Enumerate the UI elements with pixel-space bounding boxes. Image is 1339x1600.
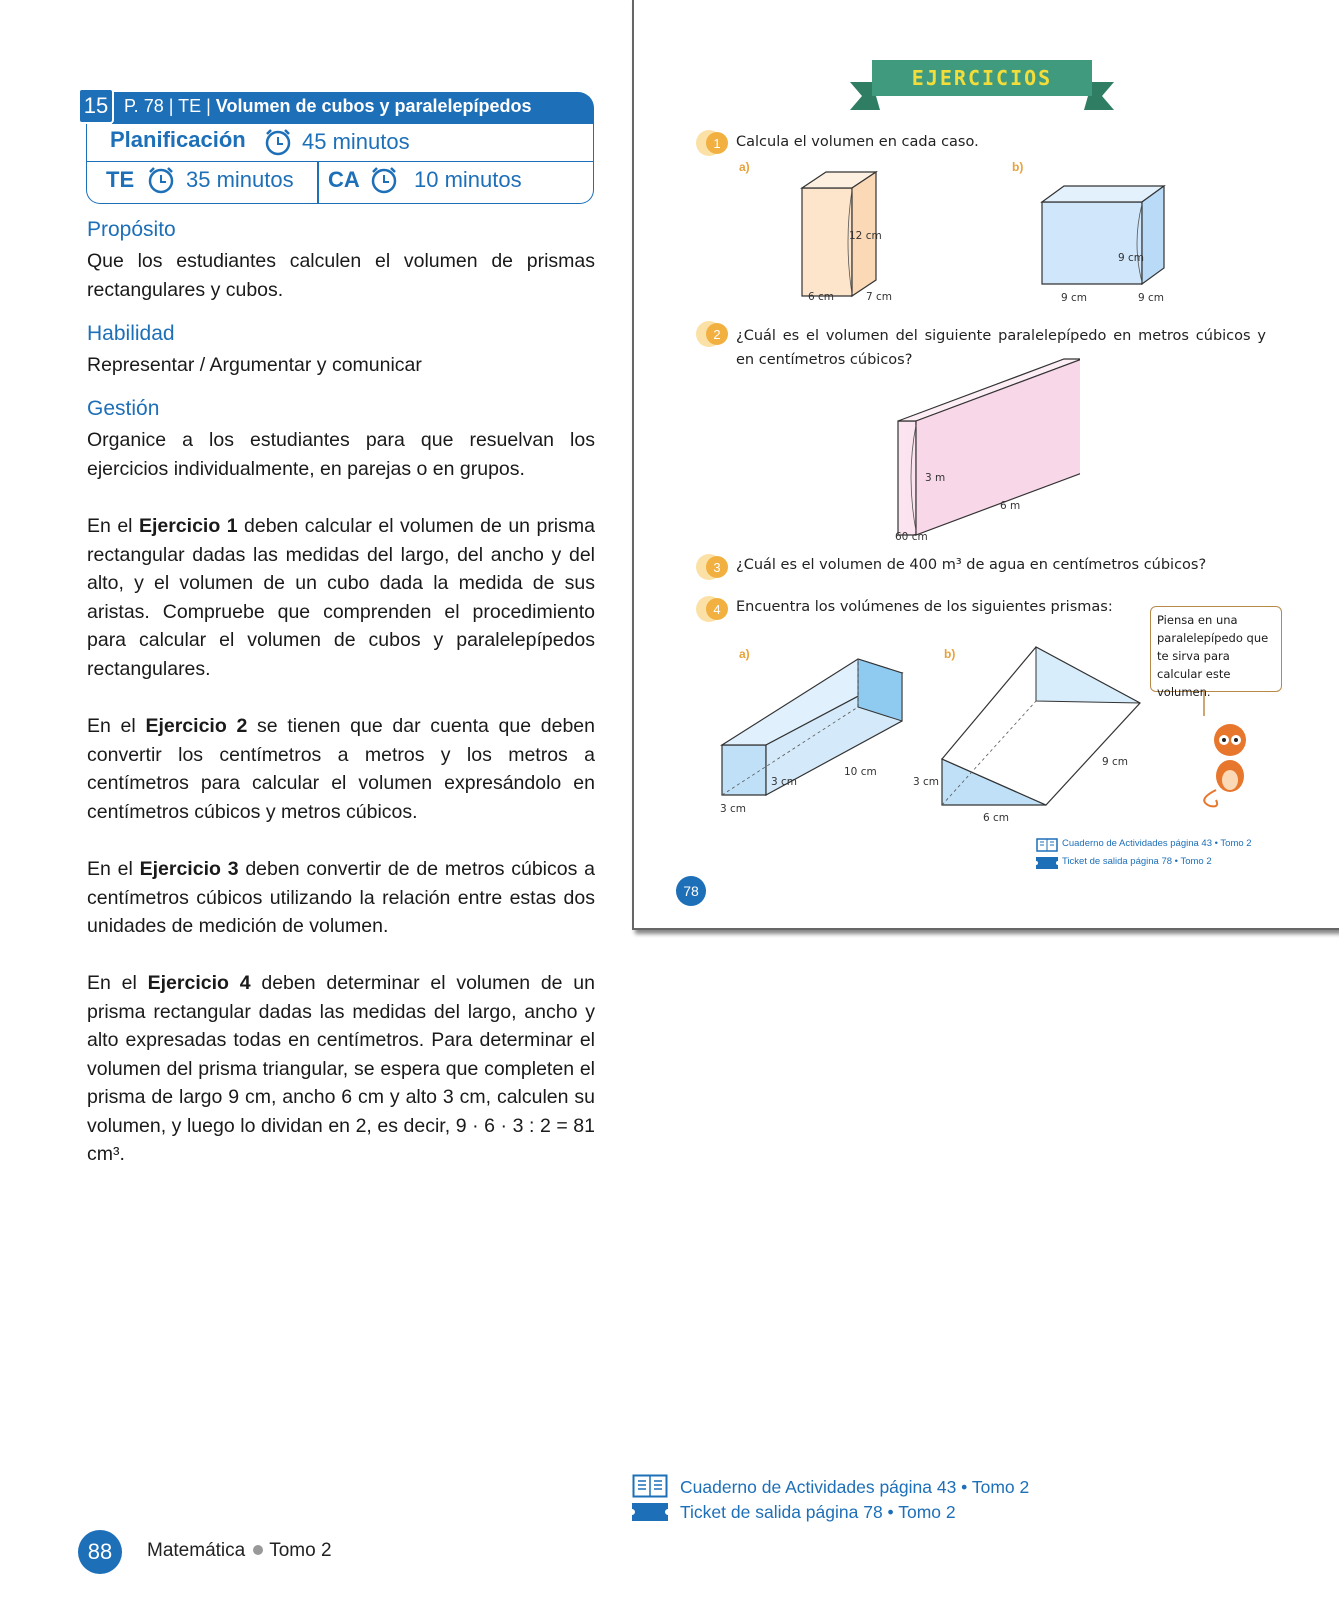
sublabel-b: b) — [1012, 160, 1024, 174]
scan-page-number: 78 — [676, 876, 706, 906]
activity-book-ref: Cuaderno de Actividades página 43 • Tomo 2 — [680, 1477, 1030, 1497]
tomo-label: Tomo 2 — [269, 1540, 332, 1561]
planificacion-label: Planificación — [110, 127, 246, 152]
dimension-label: 7 cm — [866, 291, 893, 303]
text-span: deben convertir de de metros cúbicos a centímetros cúbicos utilizando la relación entre estas dos unidades de medición de volumen. — [87, 858, 595, 937]
exercise-text: ¿Cuál es el volumen de 400 m³ de agua en centímetros cúbicos? — [736, 557, 1207, 573]
dimension-label: 9 cm — [1138, 292, 1165, 304]
dimension-label: 9 cm — [1102, 756, 1129, 768]
sublabel-a: a) — [739, 647, 750, 661]
text-span: En el — [87, 715, 146, 737]
exit-ticket-ref: Ticket de salida página 78 • Tomo 2 — [680, 1502, 956, 1522]
habilidad-heading: Habilidad — [87, 322, 175, 345]
sublabel-b: b) — [944, 647, 956, 661]
gestion-paragraph-2 — [87, 512, 595, 683]
cube-b-figure — [1036, 180, 1186, 300]
exercise-ref: Ejercicio 3 — [139, 858, 239, 880]
exercise-text: Calcula el volumen en cada caso. — [736, 134, 979, 150]
gestion-paragraph-4 — [87, 855, 595, 941]
page-ref: P. 78 — [124, 96, 164, 116]
text-span: deben calcular el volumen de un prisma rectangular dadas las medidas del largo, del ancho y del alto, y el volumen de un cubo dada la medida de sus aristas. Compruebe que comprenden el procedimiento para calcular el volumen de cubos y paralelepípedos rectangulares. — [87, 515, 595, 680]
dimension-label: 6 cm — [983, 812, 1010, 824]
text-span: En el — [87, 515, 139, 537]
dimension-label: 60 cm — [895, 531, 928, 543]
habilidad-text: Representar / Argumentar y comunicar — [87, 354, 422, 376]
monkey-mascot-icon — [1190, 690, 1270, 815]
exercise-number: 1 — [706, 132, 728, 154]
planificacion-value: 45 minutos — [302, 129, 410, 154]
speech-bubble: Piensa en una paralelepípedo que te sirva para calcular este volumen. — [1150, 606, 1282, 692]
ticket-icon — [632, 1503, 668, 1521]
book-icon — [632, 1474, 668, 1498]
footer-title — [147, 1540, 332, 1562]
gestion-heading: Gestión — [87, 397, 160, 420]
exercise-ref: Ejercicio 4 — [147, 972, 251, 994]
dimension-label: 3 cm — [720, 803, 747, 815]
activity-book-ref: Cuaderno de Actividades página 43 • Tomo 2 — [1062, 838, 1252, 849]
clock-icon — [262, 126, 294, 158]
lesson-number: 15 — [78, 88, 114, 124]
page-number: 88 — [78, 1530, 122, 1574]
ticket-icon — [1036, 857, 1058, 869]
exercise-ref: Ejercicio 1 — [138, 515, 238, 537]
clock-icon — [368, 164, 400, 196]
te-ref: TE — [178, 96, 202, 116]
text-span: se tienen que dar cuenta que deben convertir los centímetros a metros y los metros a centímetros para calcular el volumen expresándolo en centímetros cúbicos y metros cúbicos. — [87, 715, 595, 823]
paralelepiped-figure — [890, 355, 1080, 545]
triangular-prism-figure — [938, 645, 1148, 815]
lesson-title: Volumen de cubos y paralelepípedos — [215, 96, 532, 116]
separator-dot — [253, 1545, 263, 1555]
book-icon — [1036, 838, 1058, 852]
dimension-label: 3 cm — [771, 776, 798, 788]
formula: 9 · 6 · 3 : 2 = 81 cm³. — [87, 1114, 595, 1165]
dimension-label: 6 cm — [808, 291, 835, 303]
text-span: deben determinar el volumen de un prisma rectangular dadas las medidas del largo, ancho y alto expresadas todas en centímetros. Para determinar el volumen del prisma triangular, se espera que completen el prisma de largo 9 cm, ancho 6 cm y alto 3 cm, calculen su volumen, y luego lo dividan en 2, es decir, — [87, 972, 596, 1137]
planning-divider — [317, 162, 319, 204]
gestion-paragraph-1: Organice a los estudiantes para que resuelvan los ejercicios individualmente, en parejas o en grupos. — [87, 429, 595, 480]
ca-value: 10 minutos — [414, 167, 522, 192]
prism-4a-figure — [718, 655, 908, 810]
exit-ticket-ref: Ticket de salida página 78 • Tomo 2 — [1062, 856, 1212, 867]
dimension-label: 3 m — [925, 472, 946, 484]
header-title-line: P. 78 | TE | Volumen de cubos y paralelepípedos — [124, 96, 532, 116]
text-span: En el — [87, 972, 148, 994]
exercise-text: Encuentra los volúmenes de los siguientes prismas: — [736, 599, 1113, 615]
book-name: Matemática — [147, 1540, 246, 1561]
exercise-ref: Ejercicio 2 — [145, 715, 248, 737]
exercise-text: ¿Cuál es el volumen del siguiente paralelepípedo en metros cúbicos y en centímetros cúbicos? — [736, 328, 1266, 368]
exercise-number: 2 — [706, 323, 728, 345]
proposito-text: Que los estudiantes calculen el volumen de prismas rectangulares y cubos. — [87, 250, 595, 301]
exercise-number: 4 — [706, 598, 728, 620]
te-label: TE — [106, 167, 135, 192]
dimension-label: 6 m — [1000, 500, 1021, 512]
dimension-label: 9 cm — [1118, 252, 1145, 264]
clock-icon — [145, 164, 177, 196]
ejercicios-banner: EJERCICIOS — [872, 60, 1092, 96]
proposito-heading: Propósito — [87, 218, 176, 241]
dimension-label: 9 cm — [1061, 292, 1088, 304]
gestion-paragraph-5 — [87, 969, 595, 1169]
dimension-label: 10 cm — [844, 766, 877, 778]
gestion-paragraph-3 — [87, 712, 595, 826]
exercise-number: 3 — [706, 556, 728, 578]
sublabel-a: a) — [739, 160, 750, 174]
dimension-label: 12 cm — [849, 230, 882, 242]
dimension-label: 3 cm — [913, 776, 940, 788]
ca-label: CA — [328, 167, 360, 192]
text-span: En el — [87, 858, 140, 880]
te-value: 35 minutos — [186, 167, 294, 192]
